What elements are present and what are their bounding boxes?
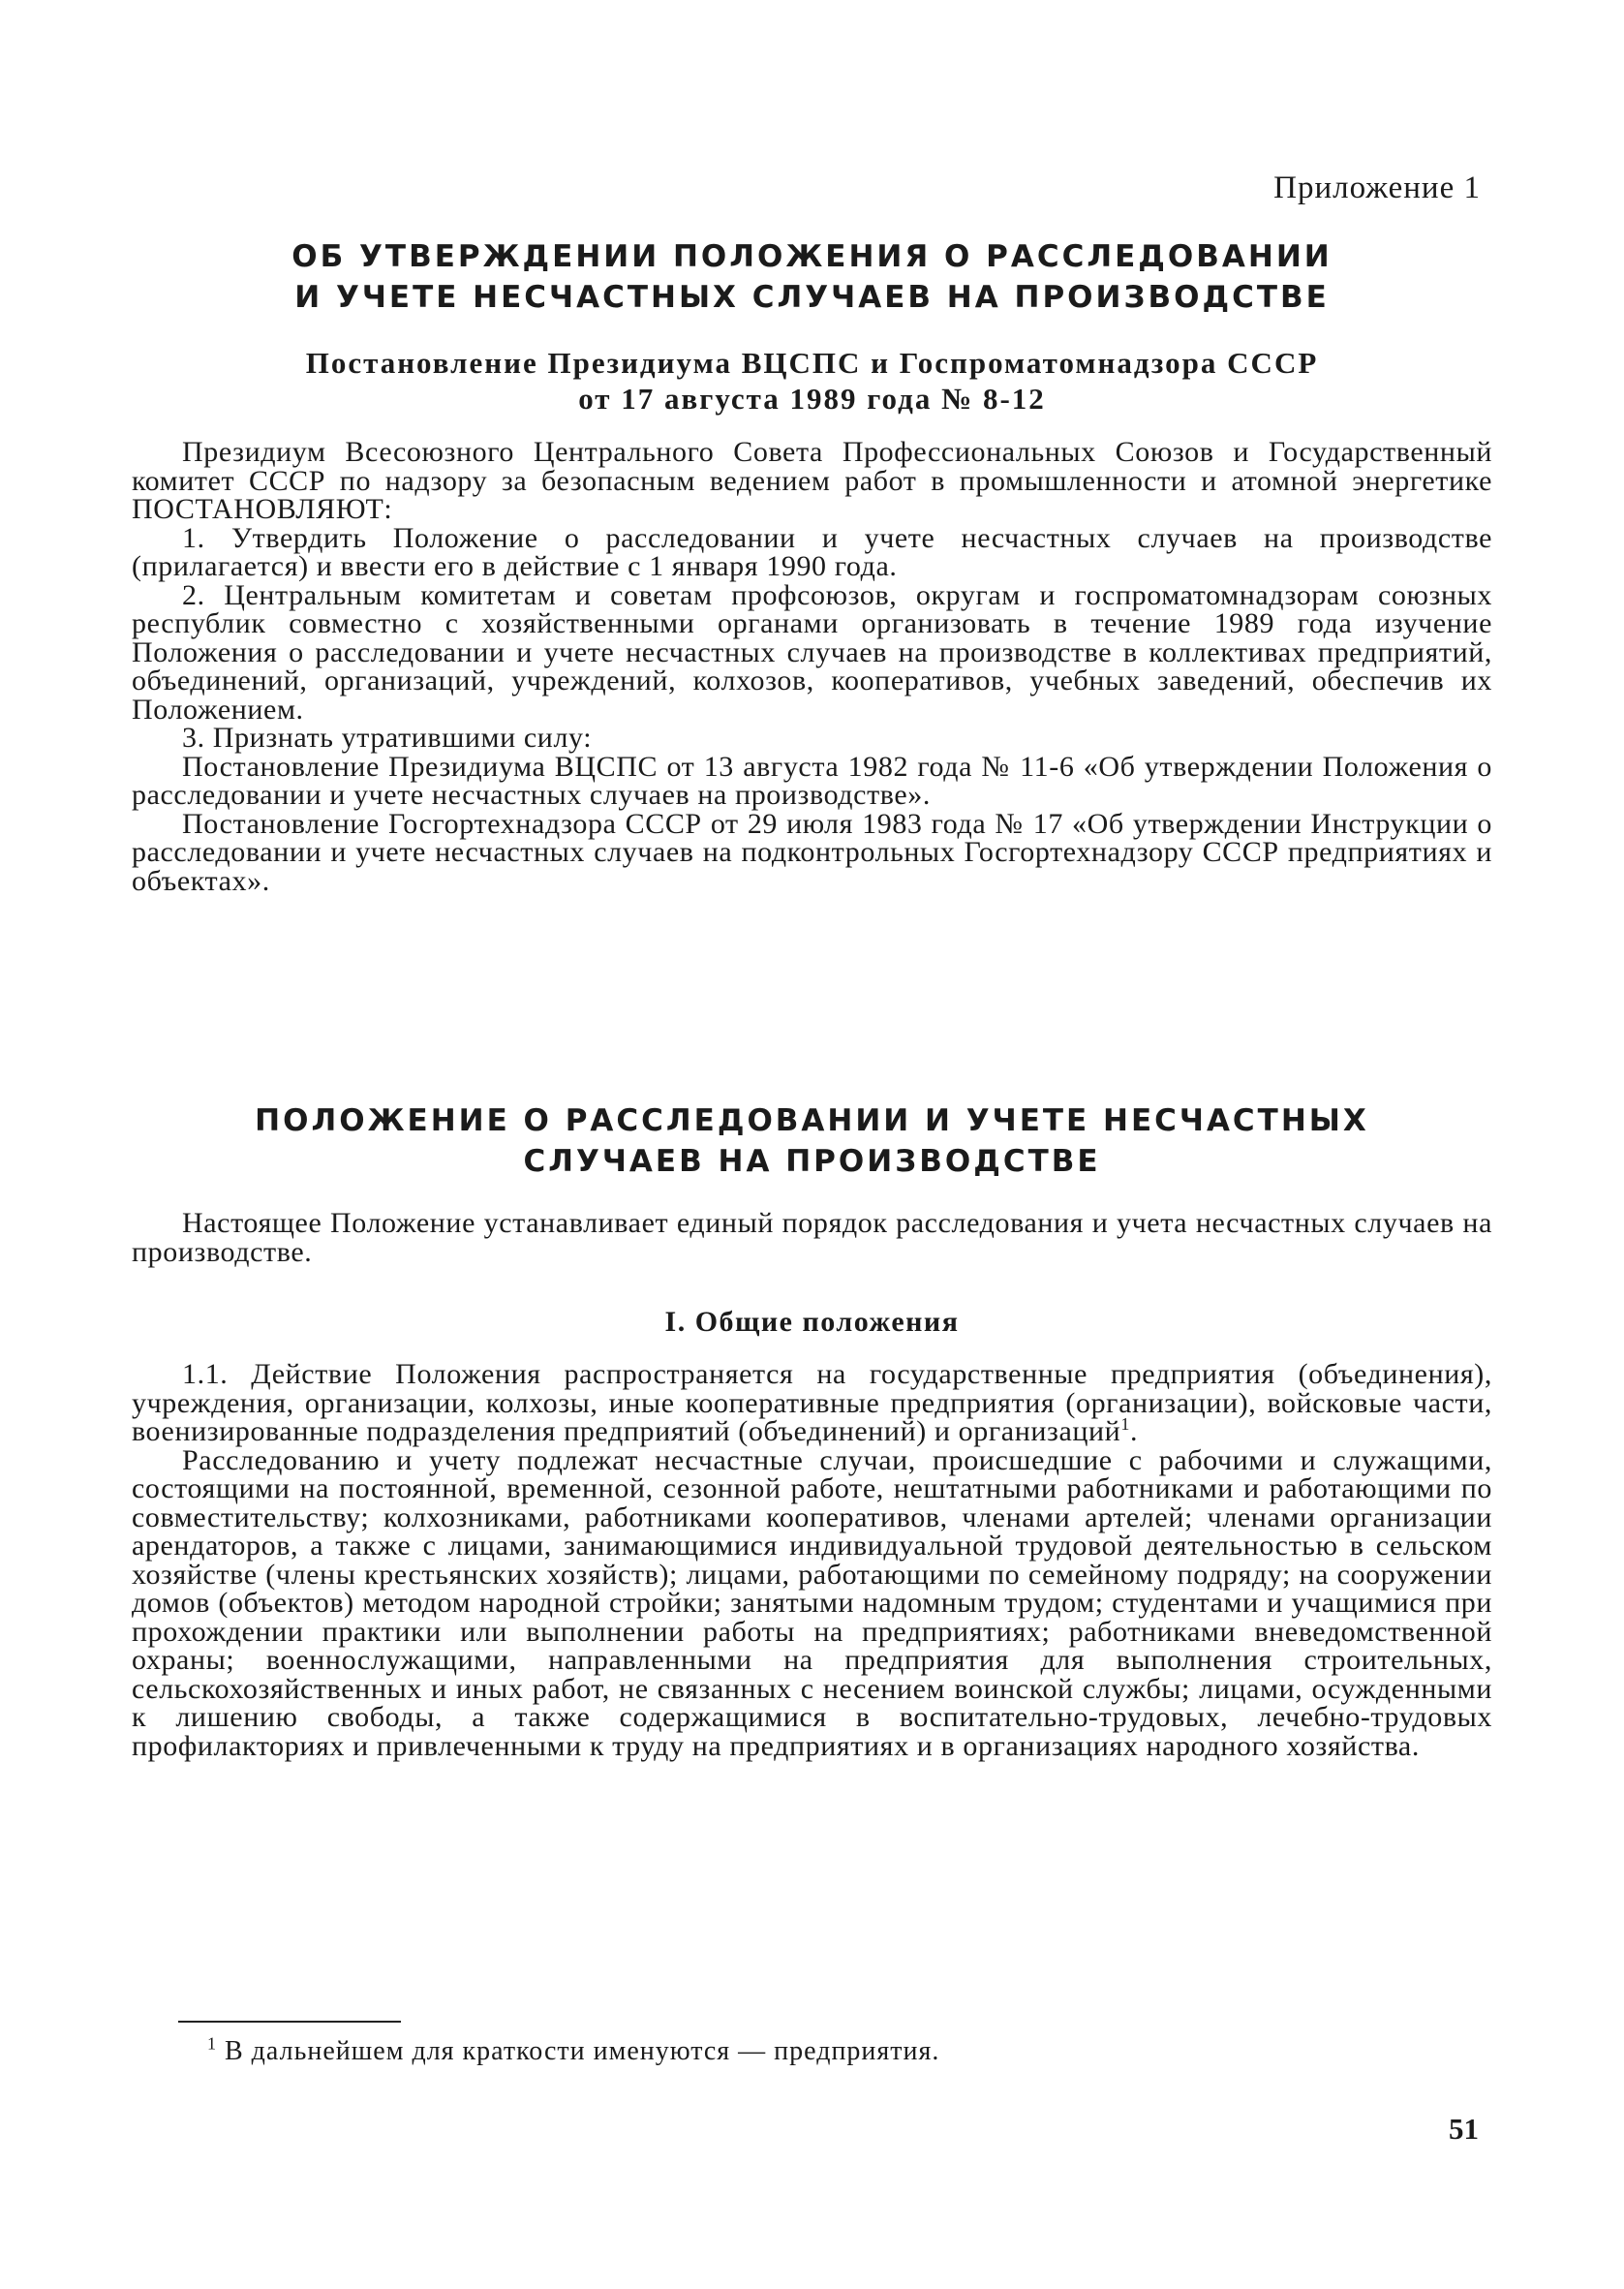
regulation-title-line-2: СЛУЧАЕВ НА ПРОИЗВОДСТВЕ	[523, 1144, 1101, 1179]
document-title-line-2: И УЧЕТЕ НЕСЧАСТНЫХ СЛУЧАЕВ НА ПРОИЗВОДСТВЕ	[294, 280, 1330, 315]
preamble-paragraph: Постановление Президиума ВЦСПС от 13 августа 1982 года № 11-6 «Об утверждении Положения о расследовании и учете несчастных случаев на производстве».	[132, 750, 1492, 811]
page-number: 51	[1449, 2112, 1479, 2146]
regulation-intro	[132, 1209, 1492, 1266]
document-title-line-1: ОБ УТВЕРЖДЕНИИ ПОЛОЖЕНИЯ О РАССЛЕДОВАНИИ	[291, 239, 1333, 274]
preamble-paragraph: 2. Центральным комитетам и советам профсоюзов, округам и госпроматомнадзорам союзных республик совместно с хозяйственными органами организовать в течение 1989 года изучение Положения о расследовании и учете несчастных случаев на производстве в коллективах предприятий, объединений, организаций, учреждений, колхозов, кооперативов, учебных заведений, обеспечив их Положением.	[132, 578, 1492, 726]
regulation-title	[136, 1100, 1488, 1182]
preamble-paragraph: 3. Признать утратившими силу:	[182, 722, 593, 754]
resolution-subtitle-line-1: Постановление Президиума ВЦСПС и Госпроматомнадзора СССР	[305, 346, 1319, 380]
footnote-mark: 1	[207, 2033, 217, 2054]
preamble-paragraph: Президиум Всесоюзного Центрального Совета Профессиональных Союзов и Государственный комитет СССР по надзору за безопасным ведением работ в промышленности и атомной энергетике ПОСТАНОВЛЯЮТ:	[132, 436, 1492, 525]
section-heading: I. Общие положения	[664, 1306, 960, 1338]
appendix-label: Приложение 1	[1273, 170, 1481, 205]
regulation-intro-paragraph: Настоящее Положение устанавливает единый порядок расследования и учета несчастных случаев на производстве.	[132, 1207, 1492, 1268]
footnote-reference: 1	[1120, 1414, 1130, 1434]
section-1-text	[132, 1360, 1492, 1760]
footnote	[207, 2033, 940, 2067]
resolution-subtitle	[136, 345, 1488, 417]
preamble-text	[132, 438, 1492, 895]
footnote-divider	[178, 2021, 401, 2023]
preamble-paragraph: 1. Утвердить Положение о расследовании и учете несчастных случаев на производстве (прилагается) и ввести его в действие с 1 января 1990 года.	[132, 521, 1492, 582]
section-paragraph-text: 1.1. Действие Положения распространяется на государственные предприятия (объединения), учреждения, организации, колхозы, иные кооперативные предприятия (организации), войсковые части, военизированные подразделения предприятий (объединений) и организаций	[132, 1358, 1492, 1447]
resolution-subtitle-line-2: от 17 августа 1989 года № 8-12	[578, 382, 1046, 416]
footnote-text: В дальнейшем для краткости именуются — предприятия.	[225, 2036, 940, 2066]
section-paragraph: Расследованию и учету подлежат несчастные случаи, происшедшие с рабочими и служащими, состоящими на постоянной, временной, сезонной работе, нештатными работниками и работающими по совместительству; колхозниками, работниками кооперативов, членами артелей; членами организации арендаторов, а также с лицами, занимающимися индивидуальной трудовой деятельностью в сельском хозяйстве (члены крестьянских хозяйств); лицами, работающими по семейному подряду; на сооружении домов (объектов) методом народной стройки; занятыми надомным трудом; студентами и учащимися при прохождении практики или выполнении работы на предприятиях; работниками вневедомственной охраны; военнослужащими, направленными на предприятия для выполнения строительных, сельскохозяйственных и иных работ, не связанных с несением воинской службы; лицами, осужденными к лишению свободы, а также содержащимися в воспитательно-трудовых, лечебно-трудовых профилакториях и привлеченными к труду на предприятиях и в организациях народного хозяйства.	[132, 1443, 1492, 1762]
section-paragraph	[132, 1360, 1492, 1446]
preamble-paragraph: Постановление Госгортехнадзора СССР от 29 июля 1983 года № 17 «Об утверждении Инструкции о расследовании и учете несчастных случаев на подконтрольных Госгортехнадзору СССР предприятиях и объектах».	[132, 807, 1492, 897]
section-paragraph-end: .	[1129, 1415, 1139, 1447]
regulation-title-line-1: ПОЛОЖЕНИЕ О РАССЛЕДОВАНИИ И УЧЕТЕ НЕСЧАСТНЫХ	[255, 1103, 1369, 1138]
document-title	[136, 236, 1488, 318]
